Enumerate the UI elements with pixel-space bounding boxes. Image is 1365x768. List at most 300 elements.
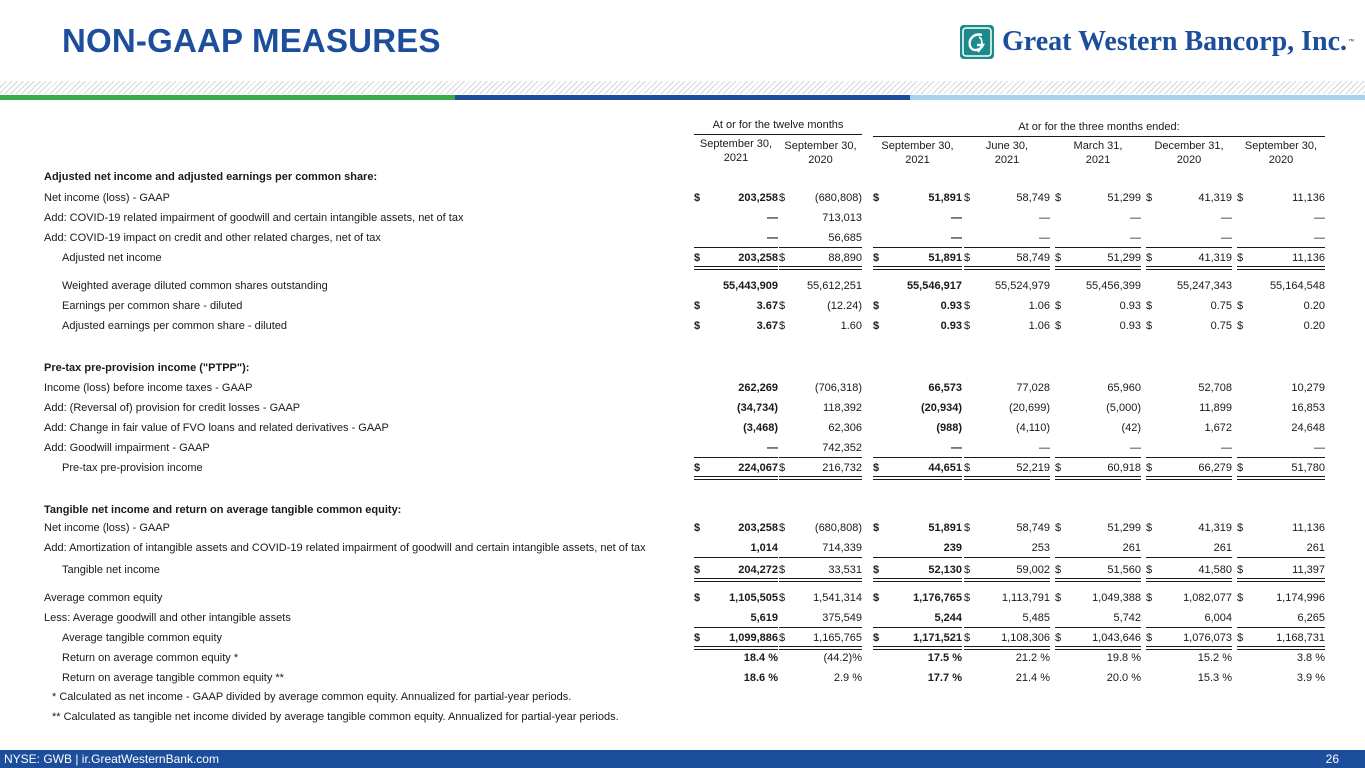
table-cell	[1237, 458, 1325, 478]
table-cell	[1055, 188, 1141, 208]
table-cell	[694, 668, 778, 688]
underline	[694, 557, 778, 558]
section-heading-row	[0, 500, 1365, 520]
table-row	[0, 398, 1365, 418]
table-cell	[779, 458, 862, 478]
dollar-sign: $	[694, 632, 701, 644]
cell-value: 52,130	[928, 564, 962, 576]
table-cell	[1055, 378, 1141, 398]
cell-value: 51,891	[928, 522, 962, 534]
table-cell	[779, 316, 862, 336]
table-cell	[1146, 648, 1232, 668]
cell-value: 0.20	[1303, 300, 1325, 312]
column-header-line1: June 30,	[985, 140, 1029, 152]
dollar-sign: $	[779, 592, 786, 604]
table-cell	[1237, 560, 1325, 580]
dollar-sign: $	[694, 522, 701, 534]
row-label: Net income (loss) - GAAP	[44, 522, 170, 534]
group-header-three-months: At or for the three months ended:	[1018, 121, 1180, 133]
table-row	[0, 438, 1365, 458]
table-cell	[779, 628, 862, 648]
column-header	[775, 139, 866, 167]
double-underline	[964, 476, 1050, 480]
column-header	[1051, 139, 1145, 167]
table-row	[0, 188, 1365, 208]
cell-value: 1,171,521	[913, 632, 962, 644]
dollar-sign: $	[779, 522, 786, 534]
table-cell	[873, 518, 962, 538]
table-cell	[779, 276, 862, 296]
table-cell	[964, 560, 1050, 580]
double-underline	[1146, 578, 1232, 582]
column-header	[1142, 139, 1236, 167]
dollar-sign: $	[1055, 564, 1062, 576]
cell-value: 1.06	[1028, 320, 1050, 332]
logo-text: Great Western Bancorp, Inc.	[1002, 26, 1348, 57]
table-cell	[1146, 560, 1232, 580]
dollar-sign: $	[964, 592, 971, 604]
color-stripe-blue	[455, 95, 910, 100]
table-cell	[873, 628, 962, 648]
dollar-sign: $	[1237, 300, 1244, 312]
table-cell	[779, 560, 862, 580]
table-cell	[694, 648, 778, 668]
table-cell	[694, 398, 778, 418]
table-cell	[1055, 276, 1141, 296]
cell-value: 1.06	[1028, 300, 1050, 312]
cell-value: —	[767, 232, 778, 244]
cell-value: —	[1039, 442, 1050, 454]
table-row	[0, 276, 1365, 296]
dollar-sign: $	[873, 522, 880, 534]
table-cell	[873, 438, 962, 458]
cell-value: 0.75	[1210, 320, 1232, 332]
double-underline	[1146, 266, 1232, 270]
cell-value: 1,541,314	[813, 592, 862, 604]
table-cell	[1237, 648, 1325, 668]
row-label: Add: Goodwill impairment - GAAP	[44, 442, 210, 454]
dollar-sign: $	[964, 522, 971, 534]
dollar-sign: $	[964, 632, 971, 644]
cell-value: 51,299	[1107, 192, 1141, 204]
table-cell	[873, 248, 962, 268]
row-label: Tangible net income and return on average tangible common equity:	[44, 504, 402, 516]
table-cell	[779, 538, 862, 558]
footer-ticker-url: NYSE: GWB | ir.GreatWesternBank.com	[4, 752, 219, 766]
table-cell	[1146, 316, 1232, 336]
table-cell	[964, 228, 1050, 248]
cell-value: 203,258	[738, 192, 778, 204]
row-label: Add: COVID-19 related impairment of goodwill and certain intangible assets, net of tax	[44, 212, 464, 224]
table-cell	[779, 438, 862, 458]
cell-value: 17.7 %	[927, 672, 962, 684]
table-cell	[873, 608, 962, 628]
table-cell	[1237, 378, 1325, 398]
table-row	[0, 538, 1365, 558]
dollar-sign: $	[964, 564, 971, 576]
table-row	[0, 648, 1365, 668]
underline	[873, 557, 962, 558]
dollar-sign: $	[1055, 522, 1062, 534]
cell-value: 375,549	[822, 612, 862, 624]
cell-value: 58,749	[1016, 522, 1050, 534]
cell-value: 714,339	[822, 542, 862, 554]
row-label: Less: Average goodwill and other intangible assets	[44, 612, 291, 624]
table-cell	[1237, 588, 1325, 608]
cell-value: 5,244	[934, 612, 962, 624]
group-header-rule	[694, 134, 862, 135]
cell-value: 19.8 %	[1106, 652, 1141, 664]
table-cell	[1146, 608, 1232, 628]
color-stripe-lightblue	[910, 95, 1365, 100]
cell-value: 15.3 %	[1197, 672, 1232, 684]
table-cell	[1055, 518, 1141, 538]
cell-value: 0.93	[1119, 320, 1141, 332]
cell-value: 51,299	[1107, 522, 1141, 534]
table-cell	[694, 560, 778, 580]
dollar-sign: $	[1146, 522, 1153, 534]
table-cell	[1055, 316, 1141, 336]
cell-value: —	[1221, 232, 1232, 244]
double-underline	[694, 578, 778, 582]
cell-value: 1,076,073	[1183, 632, 1232, 644]
cell-value: 11,136	[1292, 192, 1325, 204]
cell-value: 55,456,399	[1085, 280, 1141, 292]
table-cell	[1237, 418, 1325, 438]
table-cell	[1237, 208, 1325, 228]
cell-value: (42)	[1121, 422, 1141, 434]
table-cell	[779, 208, 862, 228]
cell-value: 52,708	[1198, 382, 1232, 394]
table-cell	[779, 418, 862, 438]
table-cell	[1055, 668, 1141, 688]
dollar-sign: $	[1237, 192, 1244, 204]
table-cell	[964, 608, 1050, 628]
table-cell	[964, 316, 1050, 336]
underline	[1237, 557, 1325, 558]
cell-value: (34,734)	[737, 402, 778, 414]
column-header	[1233, 139, 1329, 167]
group-header-rule	[873, 136, 1325, 137]
column-header-line2: 2020	[808, 154, 833, 166]
table-row	[0, 248, 1365, 268]
table-cell	[694, 458, 778, 478]
underline	[1146, 557, 1232, 558]
table-cell	[1237, 276, 1325, 296]
cell-value: 1,082,077	[1183, 592, 1232, 604]
logo-trademark: ™	[1348, 39, 1355, 45]
group-header-twelve-months: At or for the twelve months	[712, 119, 844, 131]
table-cell	[1146, 248, 1232, 268]
table-cell	[964, 418, 1050, 438]
double-underline	[779, 578, 862, 582]
dollar-sign: $	[1237, 564, 1244, 576]
double-underline	[779, 266, 862, 270]
cell-value: 55,546,917	[906, 280, 962, 292]
table-cell	[694, 316, 778, 336]
dollar-sign: $	[964, 320, 971, 332]
cell-value: 3.9 %	[1296, 672, 1325, 684]
cell-value: —	[1130, 442, 1141, 454]
company-logo	[960, 24, 1354, 60]
table-cell	[1237, 248, 1325, 268]
cell-value: —	[1039, 232, 1050, 244]
cell-value: 253	[1031, 542, 1050, 554]
cell-value: 1,049,388	[1092, 592, 1141, 604]
dollar-sign: $	[873, 320, 880, 332]
table-cell	[779, 588, 862, 608]
cell-value: 77,028	[1016, 382, 1050, 394]
dollar-sign: $	[779, 462, 786, 474]
cell-value: 1,014	[750, 542, 778, 554]
cell-value: 58,749	[1016, 192, 1050, 204]
table-cell	[873, 208, 962, 228]
cell-value: (988)	[936, 422, 962, 434]
double-underline	[1055, 578, 1141, 582]
dollar-sign: $	[694, 320, 701, 332]
table-row	[0, 608, 1365, 628]
dollar-sign: $	[779, 252, 786, 264]
table-row	[0, 628, 1365, 648]
cell-value: 55,612,251	[806, 280, 862, 292]
dollar-sign: $	[1146, 592, 1153, 604]
double-underline	[1055, 266, 1141, 270]
table-row	[0, 418, 1365, 438]
dollar-sign: $	[779, 632, 786, 644]
table-cell	[1055, 398, 1141, 418]
page-title: NON-GAAP MEASURES	[62, 22, 441, 59]
table-row	[0, 228, 1365, 248]
underline	[779, 557, 862, 558]
cell-value: 66,573	[928, 382, 962, 394]
cell-value: (5,000)	[1106, 402, 1141, 414]
double-underline	[779, 476, 862, 480]
dollar-sign: $	[694, 252, 701, 264]
table-cell	[694, 538, 778, 558]
cell-value: 6,265	[1297, 612, 1325, 624]
row-label: Adjusted net income	[62, 252, 162, 264]
cell-value: 55,443,909	[722, 280, 778, 292]
cell-value: 56,685	[828, 232, 862, 244]
dollar-sign: $	[1237, 252, 1244, 264]
table-row	[0, 378, 1365, 398]
table-cell	[964, 208, 1050, 228]
dollar-sign: $	[873, 300, 880, 312]
table-cell	[694, 228, 778, 248]
table-cell	[779, 648, 862, 668]
dollar-sign: $	[1146, 252, 1153, 264]
cell-value: 261	[1122, 542, 1141, 554]
row-label: Tangible net income	[62, 564, 160, 576]
cell-value: 41,319	[1198, 192, 1232, 204]
table-cell	[1055, 296, 1141, 316]
double-underline	[873, 578, 962, 582]
column-header-line1: September 30,	[784, 140, 857, 152]
double-underline	[1055, 476, 1141, 480]
table-cell	[1237, 296, 1325, 316]
cell-value: 60,918	[1107, 462, 1141, 474]
table-cell	[779, 518, 862, 538]
table-cell	[873, 316, 962, 336]
table-row	[0, 458, 1365, 478]
table-cell	[873, 538, 962, 558]
dollar-sign: $	[1146, 300, 1153, 312]
logo-mark-icon	[960, 25, 994, 59]
dollar-sign: $	[694, 592, 701, 604]
cell-value: 18.4 %	[743, 652, 778, 664]
row-label: Adjusted net income and adjusted earnings per common share:	[44, 171, 378, 183]
cell-value: 3.67	[756, 320, 778, 332]
dollar-sign: $	[1146, 632, 1153, 644]
cell-value: 0.20	[1303, 320, 1325, 332]
table-cell	[873, 668, 962, 688]
table-cell	[873, 296, 962, 316]
dollar-sign: $	[873, 462, 880, 474]
column-header-line1: September 30,	[699, 138, 773, 150]
table-cell	[1146, 276, 1232, 296]
table-cell	[964, 588, 1050, 608]
cell-value: 224,067	[738, 462, 778, 474]
cell-value: 18.6 %	[743, 672, 778, 684]
footer-bar	[0, 750, 1365, 768]
table-cell	[1055, 248, 1141, 268]
table-cell	[964, 438, 1050, 458]
cell-value: 41,580	[1198, 564, 1232, 576]
table-row	[0, 296, 1365, 316]
cell-value: 1,672	[1204, 422, 1232, 434]
cell-value: 1,176,765	[913, 592, 962, 604]
table-cell	[694, 418, 778, 438]
double-underline	[964, 266, 1050, 270]
column-header	[960, 139, 1054, 167]
cell-value: 216,732	[822, 462, 862, 474]
table-cell	[694, 608, 778, 628]
cell-value: —	[1130, 212, 1141, 224]
table-row	[0, 588, 1365, 608]
table-cell	[1055, 538, 1141, 558]
cell-value: 5,485	[1022, 612, 1050, 624]
table-cell	[1237, 628, 1325, 648]
dollar-sign: $	[1055, 592, 1062, 604]
cell-value: 1.60	[840, 320, 862, 332]
table-cell	[1055, 628, 1141, 648]
cell-value: 51,891	[928, 252, 962, 264]
row-label: Average common equity	[44, 592, 163, 604]
cell-value: 261	[1306, 542, 1325, 554]
cell-value: 11,136	[1292, 522, 1325, 534]
cell-value: —	[1221, 212, 1232, 224]
table-cell	[779, 668, 862, 688]
table-cell	[1237, 188, 1325, 208]
table-cell	[1055, 418, 1141, 438]
table-cell	[1055, 588, 1141, 608]
table-cell	[1146, 418, 1232, 438]
dollar-sign: $	[1055, 462, 1062, 474]
dollar-sign: $	[1055, 252, 1062, 264]
cell-value: 204,272	[738, 564, 778, 576]
cell-value: —	[951, 442, 962, 454]
cell-value: 20.0 %	[1106, 672, 1141, 684]
dollar-sign: $	[1237, 522, 1244, 534]
double-underline	[1237, 266, 1325, 270]
table-cell	[873, 228, 962, 248]
dollar-sign: $	[779, 192, 786, 204]
table-cell	[694, 276, 778, 296]
table-cell	[1055, 560, 1141, 580]
cell-value: 17.5 %	[927, 652, 962, 664]
table-cell	[964, 668, 1050, 688]
column-header-line1: March 31,	[1073, 140, 1123, 152]
underline	[1055, 557, 1141, 558]
table-cell	[779, 188, 862, 208]
cell-value: 33,531	[828, 564, 862, 576]
table-cell	[1237, 538, 1325, 558]
table-cell	[694, 378, 778, 398]
cell-value: 66,279	[1198, 462, 1232, 474]
table-cell	[779, 248, 862, 268]
table-cell	[694, 296, 778, 316]
dollar-sign: $	[1055, 632, 1062, 644]
cell-value: 1,165,765	[813, 632, 862, 644]
table-cell	[964, 248, 1050, 268]
section-heading-row	[0, 358, 1365, 378]
cell-value: 16,853	[1291, 402, 1325, 414]
table-row	[0, 208, 1365, 228]
double-underline	[964, 578, 1050, 582]
cell-value: (680,808)	[814, 192, 862, 204]
table-cell	[873, 560, 962, 580]
cell-value: —	[951, 232, 962, 244]
table-cell	[873, 418, 962, 438]
row-label: Pre-tax pre-provision income ("PTPP"):	[44, 362, 250, 374]
cell-value: 55,524,979	[994, 280, 1050, 292]
dollar-sign: $	[1237, 592, 1244, 604]
column-header-line2: 2021	[1085, 154, 1111, 166]
cell-value: 1,105,505	[729, 592, 778, 604]
cell-value: —	[1314, 442, 1325, 454]
column-header-line2: 2021	[994, 154, 1020, 166]
cell-value: 59,002	[1016, 564, 1050, 576]
dollar-sign: $	[1146, 320, 1153, 332]
cell-value: 51,780	[1291, 462, 1325, 474]
table-cell	[779, 228, 862, 248]
cell-value: (3,468)	[743, 422, 778, 434]
column-header	[869, 139, 966, 167]
table-row	[0, 518, 1365, 538]
table-cell	[1146, 628, 1232, 648]
table-cell	[873, 398, 962, 418]
table-cell	[779, 608, 862, 628]
table-cell	[964, 518, 1050, 538]
table-cell	[964, 538, 1050, 558]
cell-value: —	[1314, 212, 1325, 224]
cell-value: 65,960	[1107, 382, 1141, 394]
double-underline	[1146, 476, 1232, 480]
double-underline	[1237, 476, 1325, 480]
table-cell	[694, 628, 778, 648]
column-header-line2: 2021	[905, 154, 930, 166]
cell-value: 11,899	[1199, 402, 1232, 414]
table-cell	[964, 628, 1050, 648]
column-header-line1: September 30,	[1244, 140, 1318, 152]
cell-value: 58,749	[1016, 252, 1050, 264]
dollar-sign: $	[779, 564, 786, 576]
cell-value: 3.67	[756, 300, 778, 312]
table-cell	[1055, 608, 1141, 628]
page-number: 26	[1325, 752, 1339, 766]
cell-value: —	[1221, 442, 1232, 454]
column-header-line1: September 30,	[881, 140, 954, 152]
